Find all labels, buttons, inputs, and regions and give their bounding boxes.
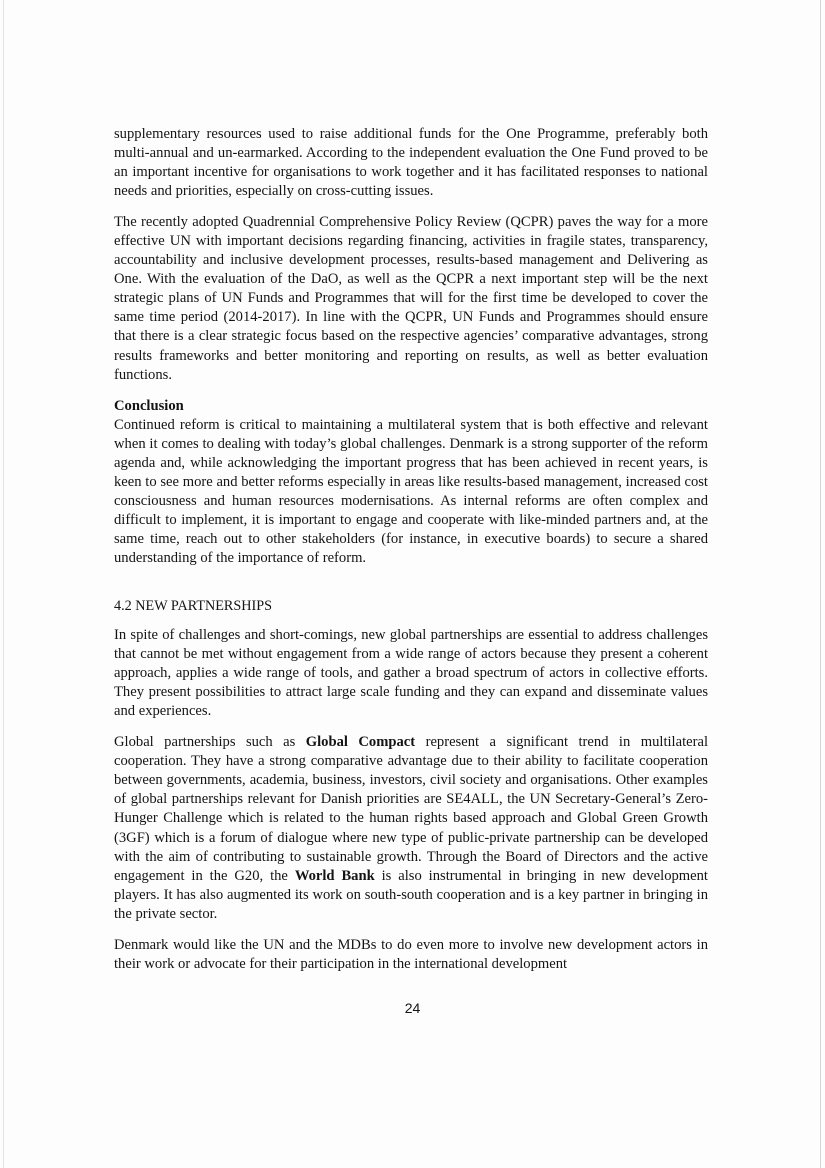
paragraph-new-partnerships-intro: In spite of challenges and short-comings, new global partnerships are essential to address challenges that cannot be met without engagement from a wide range of actors because they present a coherent approach, applies a wide range of tools, and gather a broad spectrum of actors in collective efforts. They present possibilities to attract large scale funding and they can expand and disseminate values and experiences. bbox=[114, 627, 708, 720]
bold-global-compact: Global Compact bbox=[305, 734, 416, 751]
bold-world-bank: World Bank bbox=[294, 867, 375, 884]
paragraph-denmark-mdbs: Denmark would like the UN and the MDBs to do even more to involve new development actors in their work or advocate for their participation in the international development bbox=[114, 936, 708, 972]
section-heading-new-partnerships: 4.2 NEW PARTNERSHIPS bbox=[114, 598, 273, 615]
page-number: 24 bbox=[404, 1000, 421, 1016]
paragraph-conclusion: Continued reform is critical to maintaining a multilateral system that is both effective and relevant when it comes to dealing with today’s global challenges. Denmark is a strong supporter of the reform agenda and, while acknowledging the important progress that has been achieved in recent years, is keen to see more and better reforms especially in areas like results-based management, increased cost consciousness and human resources modernisations. As internal reforms are often complex and difficult to implement, it is important to engage and cooperate with like-minded partners and, at the same time, reach out to other stakeholders (for instance, in executive boards) to secure a shared understanding of the importance of reform. bbox=[114, 416, 708, 566]
scan-edge-left bbox=[3, 0, 4, 1168]
scan-edge-right bbox=[820, 0, 821, 1168]
paragraph-qcpr: The recently adopted Quadrennial Comprehensive Policy Review (QCPR) paves the way for a more effective UN with important decisions regarding financing, activities in fragile states, transparency, accountability and inclusive development processes, results-based management and Delivering as One. With the evaluation of the DaO, as well as the QCPR a next important step will be the next strategic plans of UN Funds and Programmes that will for the first time be developed to cover the same time period (2014-2017). In line with the QCPR, UN Funds and Programmes should ensure that there is a clear strategic focus based on the respective agencies’ comparative advantages, strong results frameworks and better monitoring and reporting on results, as well as better evaluation functions. bbox=[114, 214, 708, 383]
document-page bbox=[114, 125, 708, 974]
paragraph-one-fund: supplementary resources used to raise additional funds for the One Programme, preferably both multi-annual and un-earmarked. According to the independent evaluation the One Fund proved to be an important incentive for organisations to work together and it has facilitated responses to national needs and priorities, especially on cross-cutting issues. bbox=[114, 126, 708, 200]
text-run: represent a significant trend in multilateral cooperation. They have a strong comparative advantage due to their ability to facilitate cooperation between governments, academia, business, investors, civil society and organisations. Other examples of global partnerships relevant for Danish priorities are SE4ALL, the UN Secretary-General’s Zero-Hunger Challenge which is related to the human rights based approach and Global Green Growth (3GF) which is a forum of dialogue where new type of public-private partnership can be developed with the aim of contributing to sustainable growth. Through the Board of Directors and the active engagement in the G20, the bbox=[114, 734, 709, 884]
conclusion-block bbox=[114, 397, 708, 568]
text-run: Global partnerships such as bbox=[114, 734, 306, 751]
paragraph-global-partnerships bbox=[114, 733, 708, 923]
text-run: is also instrumental in bringing in new development players. It has also augmented its work on south-south cooperation and is a key partner in bringing in the private sector. bbox=[114, 867, 708, 922]
conclusion-heading: Conclusion bbox=[114, 397, 184, 414]
